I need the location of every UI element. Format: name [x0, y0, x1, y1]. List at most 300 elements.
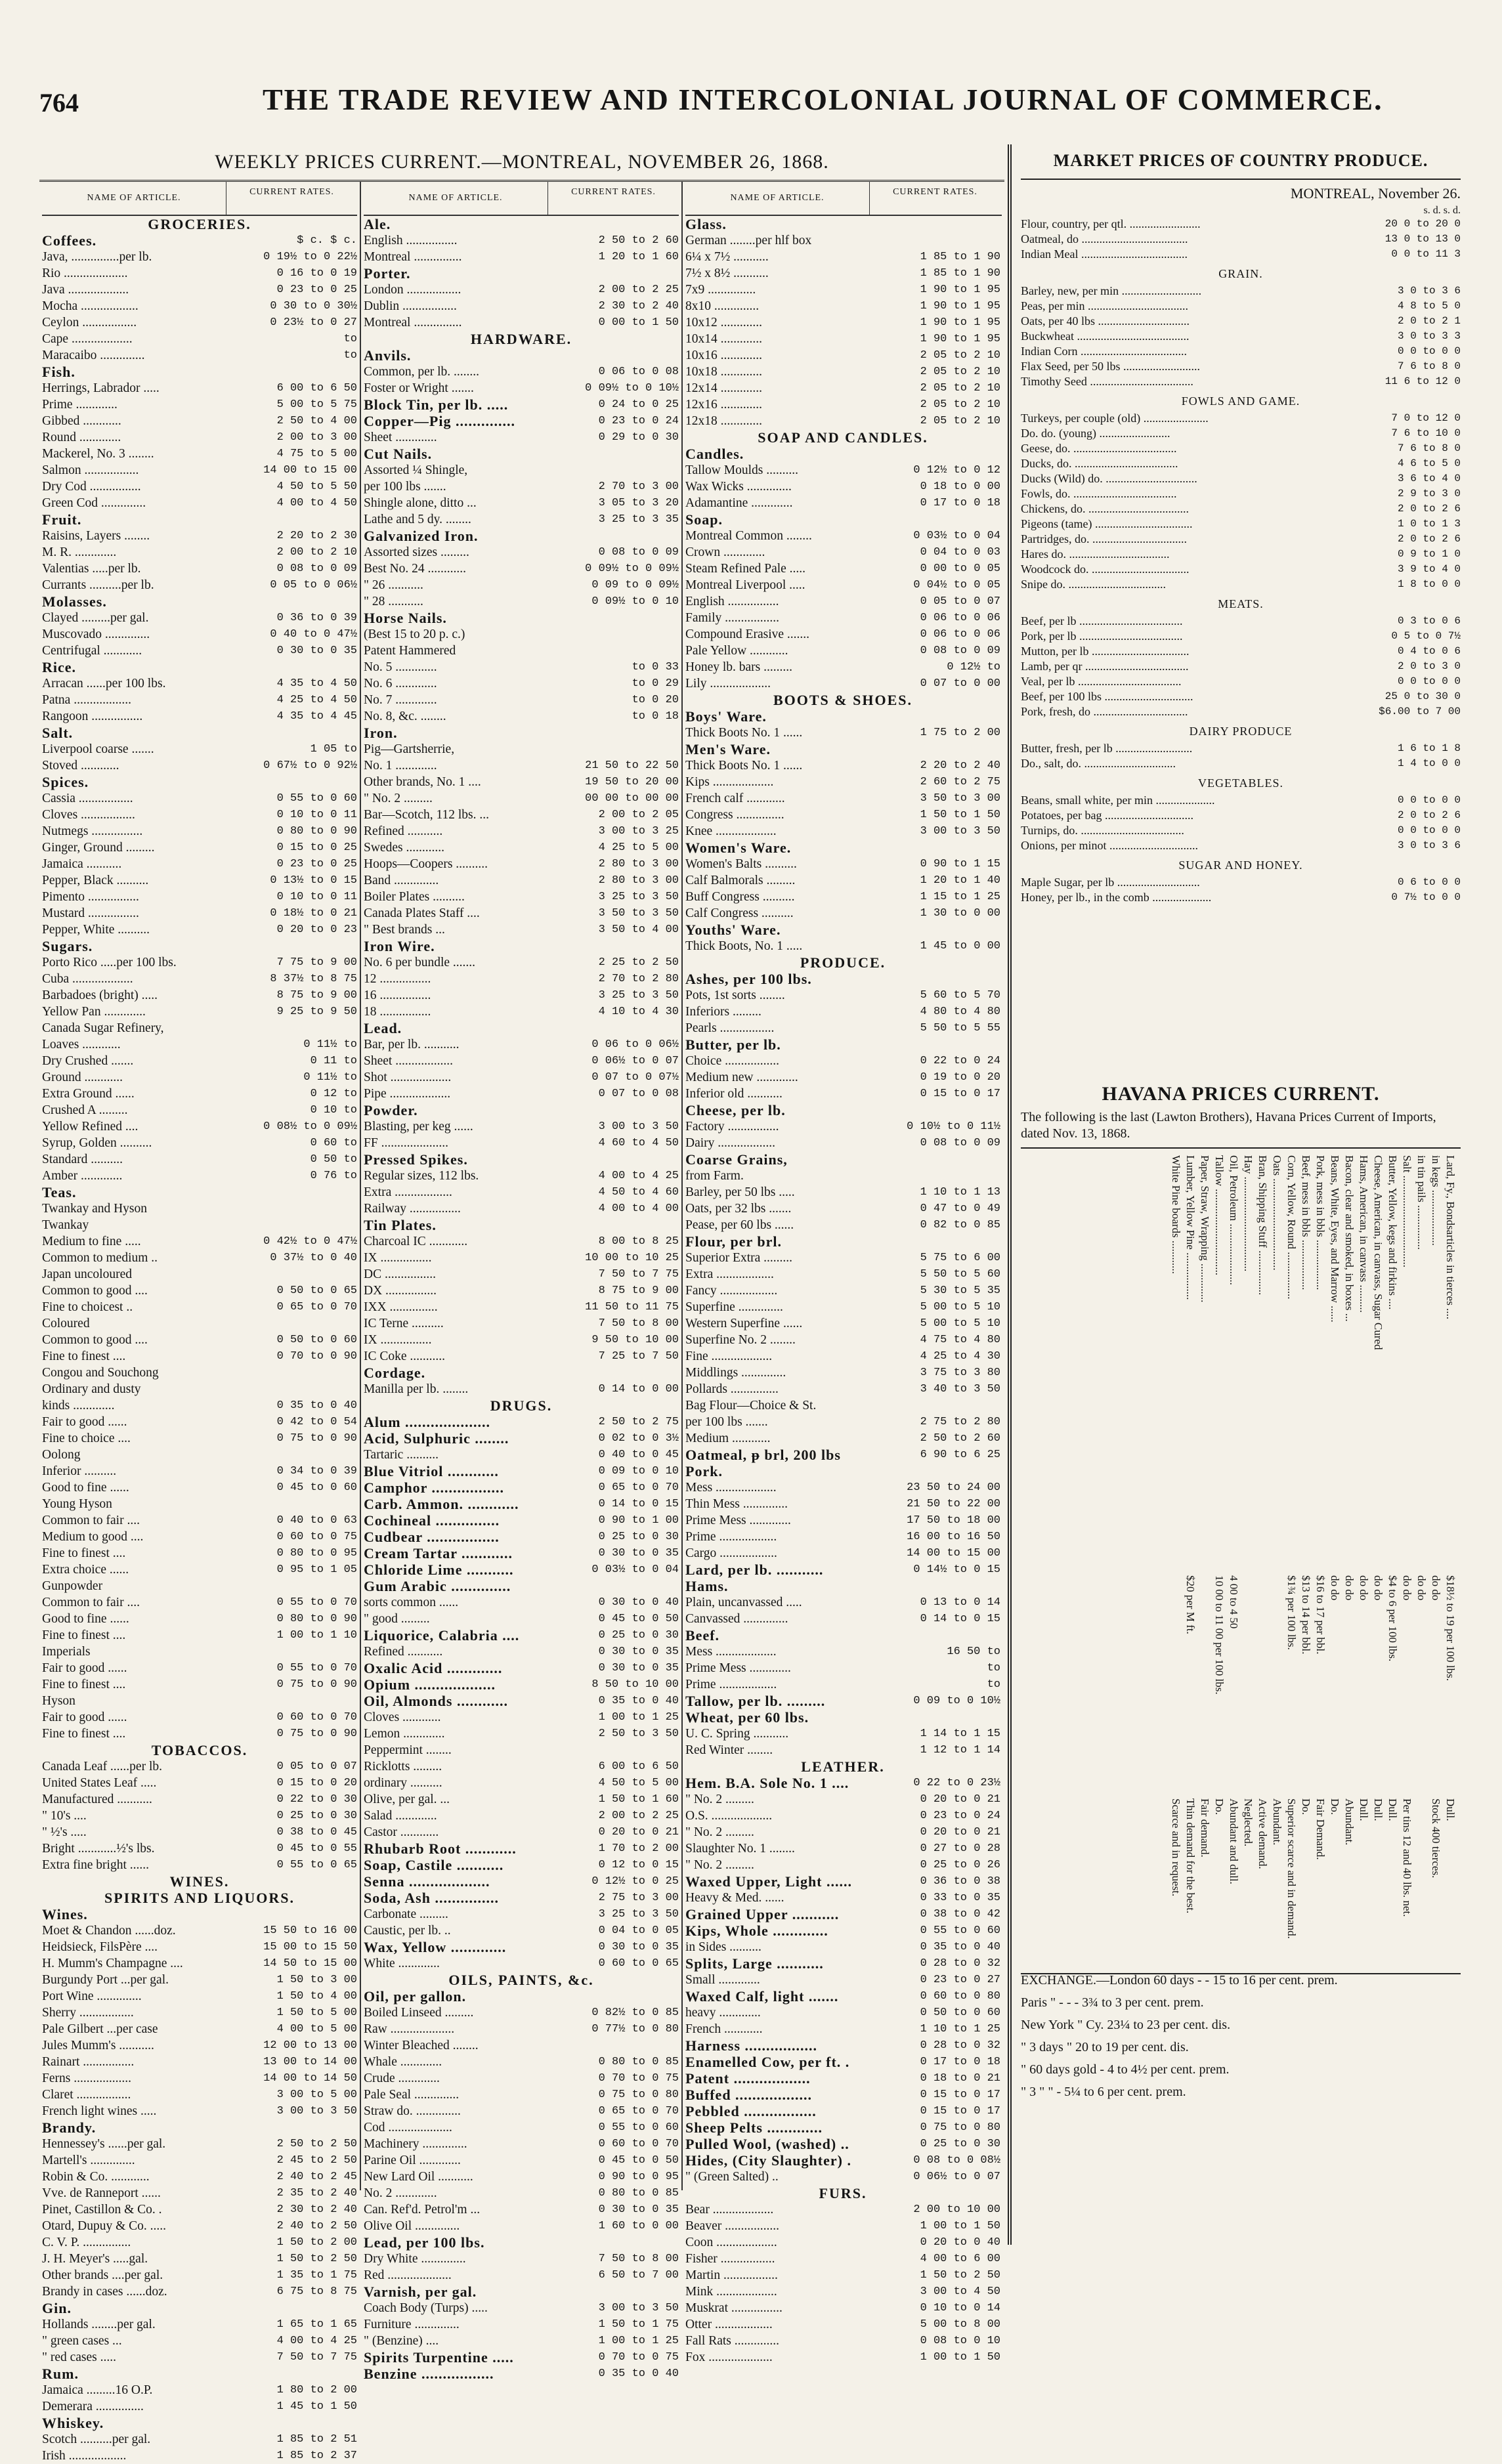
article-name: Rhubarb Root ............	[364, 1840, 517, 1857]
article-rate	[239, 1266, 357, 1283]
article-name: Mackerel, No. 3 ........	[42, 447, 154, 461]
article-rate: 3 00 to 3 50	[276, 2105, 357, 2117]
article-name: Amber .............	[42, 1169, 123, 1183]
article-name: Canvassed ..............	[685, 1612, 788, 1626]
article-name: Coarse Grains,	[685, 1151, 788, 1168]
article-rate: 2 00 to 2 25	[598, 284, 679, 296]
article-rate: 4 00 to 4 25	[598, 1170, 679, 1182]
article-name: Nutmegs ................	[42, 824, 143, 838]
article-rate	[239, 1496, 357, 1512]
article-rate: 16 50 to	[947, 1646, 1000, 1658]
article-name: Rice.	[42, 659, 77, 675]
article-name: Liquorice, Calabria ....	[364, 1627, 520, 1644]
section-row	[42, 774, 357, 790]
section-row	[364, 1840, 679, 1857]
section-row	[364, 2349, 679, 2366]
article-name: Youths' Ware.	[685, 922, 781, 938]
article-name: Salad .............	[364, 1809, 437, 1823]
article-name: Butter, per lb.	[685, 1036, 781, 1053]
currency-header	[1021, 205, 1461, 217]
price-row	[364, 298, 679, 314]
price-row	[42, 1004, 357, 1020]
article-name: Ordinary and dusty	[42, 1382, 141, 1396]
article-name: 10x16 .............	[685, 349, 762, 362]
article-name: No. 5 .............	[364, 660, 437, 674]
article-name: Currants ..........per lb.	[42, 578, 154, 592]
article-name: Teas.	[42, 1184, 77, 1200]
article-name: Pale Yellow ............	[685, 644, 788, 658]
article-name: Hoops—Coopers ..........	[364, 857, 488, 871]
section-row	[685, 2119, 1002, 2136]
produce-price: 2 0 to 2 6	[1397, 809, 1461, 821]
article-name: Syrup, Golden ..........	[42, 1136, 152, 1150]
price-row	[685, 1086, 1002, 1102]
article-name: Railway ................	[364, 1202, 461, 1216]
article-rate: 0 04 to 0 05	[598, 1924, 679, 1937]
article-rate: 2 00 to 10 00	[913, 2203, 1000, 2216]
section-row	[364, 1939, 679, 1955]
havana-commodity: Hay ..................................	[1242, 1155, 1255, 1272]
article-rate: 0 90 to 1 00	[598, 1514, 679, 1527]
price-row	[685, 1053, 1002, 1069]
article-name: New Lard Oil ...........	[364, 2170, 473, 2184]
article-name: Gum Arabic ..............	[364, 1578, 511, 1594]
price-row	[685, 413, 1002, 429]
price-row	[42, 823, 357, 839]
section-row	[364, 1217, 679, 1233]
section-row	[364, 1988, 679, 2005]
article-name: Lard, per lb. ...........	[685, 1561, 824, 1578]
column-header	[364, 182, 679, 216]
article-name: Prime ..................	[685, 1530, 777, 1544]
havana-price: $20 per M ft.	[1184, 1575, 1197, 1634]
price-row	[42, 692, 357, 708]
section-row	[685, 511, 1002, 528]
article-rate: 0 14 to 0 15	[598, 1498, 679, 1510]
market-price-row	[1021, 674, 1461, 689]
article-rate: 6 50 to 7 00	[598, 2269, 679, 2282]
produce-name: Maple Sugar, per lb ............................	[1021, 876, 1200, 889]
article-rate: 13 00 to 14 00	[263, 2056, 357, 2068]
article-rate: 0 04½ to 0 05	[913, 579, 1000, 591]
article-rate: 0 09 to 0 10	[598, 1465, 679, 1477]
article-name: sorts common ......	[364, 1596, 459, 1609]
section-row	[685, 971, 1002, 987]
article-rate	[561, 2037, 679, 2054]
article-rate: 0 04 to 0 03	[920, 546, 1000, 559]
price-row	[42, 446, 357, 462]
price-row	[42, 2087, 357, 2103]
article-rate	[561, 610, 679, 626]
article-rate: 0 80 to 0 90	[276, 1613, 357, 1625]
article-rate	[882, 1578, 1000, 1594]
price-row	[42, 2136, 357, 2152]
article-rate: $ c. $ c.	[297, 234, 357, 247]
market-price-row	[1021, 808, 1461, 823]
article-name: Kips ...................	[685, 775, 774, 789]
article-name: Ginger, Ground .........	[42, 841, 155, 855]
article-rate: 0 09½ to 0 10½	[585, 382, 679, 394]
exchange-row: New York " Cy. 23¼ to 23 per cent. dis.	[1021, 2018, 1231, 2032]
article-name: Beaver .................	[685, 2219, 779, 2233]
article-name: " 26 ...........	[364, 578, 423, 592]
article-name: 8x10 ..............	[685, 299, 760, 313]
havana-price: $16 to 17 per bbl.	[1314, 1575, 1327, 1655]
article-rate: 1 50 to 2 50	[276, 2253, 357, 2265]
article-rate: 0 12½ to	[947, 661, 1000, 673]
section-row	[42, 2366, 357, 2382]
article-name: No. 8, &c. ........	[364, 710, 446, 723]
article-name: Young Hyson	[42, 1497, 112, 1511]
article-rate: 0 18½ to 0 21	[270, 907, 357, 920]
price-row	[42, 1594, 357, 1611]
price-row	[42, 2054, 357, 2070]
produce-name: Turnips, do. ...................................	[1021, 824, 1184, 837]
article-rate: 0 35 to 0 40	[920, 1941, 1000, 1953]
article-name: Raisins, Layers ........	[42, 529, 150, 543]
price-row	[685, 2005, 1002, 2021]
article-name: Coffees.	[42, 232, 97, 249]
price-row	[42, 1463, 357, 1479]
article-name: Robin & Co. ............	[42, 2170, 150, 2184]
section-row	[685, 1036, 1002, 1053]
price-row	[42, 1545, 357, 1561]
article-name: Prime ..................	[685, 1678, 777, 1691]
article-name: IC Coke ...........	[364, 1349, 446, 1363]
article-rate: 0 10 to 0 11	[276, 809, 357, 821]
price-row	[364, 1824, 679, 1840]
article-name: Common, per lb. ........	[364, 365, 480, 379]
price-row	[685, 1742, 1002, 1758]
article-name: Standard ..........	[42, 1153, 123, 1166]
section-row	[685, 2152, 1002, 2169]
havana-commodity: Bacon, clear and smoked, in boxes ...	[1343, 1155, 1356, 1322]
market-price-row	[1021, 614, 1461, 629]
article-rate	[561, 462, 679, 478]
article-rate	[239, 1365, 357, 1381]
havana-table	[1021, 1147, 1461, 1974]
price-row	[364, 1906, 679, 1922]
section-row	[685, 1693, 1002, 1709]
article-name: Molasses.	[42, 593, 107, 610]
price-row	[364, 823, 679, 839]
havana-price: $13 to 14 per bbl.	[1300, 1575, 1312, 1655]
article-rate: 0 75 to 0 80	[598, 2089, 679, 2101]
article-rate: 0 23 to 0 25	[276, 284, 357, 296]
section-row	[685, 2070, 1002, 2087]
article-rate: 0 09½ to 0 10	[591, 595, 679, 608]
article-name: OILS, PAINTS, &c.	[448, 1972, 594, 1988]
article-name: GROCERIES.	[148, 216, 251, 232]
price-row	[42, 1857, 357, 1873]
article-name: Extra ..................	[364, 1185, 452, 1199]
article-rate: 4 00 to 4 25	[276, 2335, 357, 2347]
article-rate	[561, 938, 679, 954]
article-rate: 4 25 to 5 00	[598, 841, 679, 854]
price-row	[42, 249, 357, 265]
produce-price: 7 6 to 8 0	[1397, 360, 1461, 372]
price-row	[685, 1414, 1002, 1430]
article-name: Jamaica ...........	[42, 857, 122, 871]
produce-price: 25 0 to 30 0	[1384, 690, 1461, 702]
havana-commodity: Corn, Yellow, Round .................	[1285, 1155, 1298, 1300]
article-name: Vve. de Ranneport ......	[42, 2186, 161, 2200]
price-row	[364, 741, 679, 757]
article-rate: 0 15 to 0 17	[920, 1088, 1000, 1100]
article-name: Crude .............	[364, 2071, 440, 2085]
article-rate: 10 00 to 10 25	[585, 1252, 679, 1264]
price-row	[42, 1266, 357, 1283]
article-rate: 0 50 to 0 65	[276, 1285, 357, 1297]
article-name: Pork.	[685, 1463, 723, 1479]
price-row	[364, 2136, 679, 2152]
produce-price: 1 0 to 1 3	[1397, 518, 1461, 530]
havana-price: $4 to 6 per 100 lbs.	[1386, 1575, 1399, 1662]
article-rate: 0 45 to 0 50	[598, 2154, 679, 2167]
article-name: Arracan ......per 100 lbs.	[42, 677, 166, 690]
article-name: Wax Wicks ..............	[685, 480, 792, 494]
article-rate: 1 50 to 2 50	[920, 2269, 1000, 2282]
article-name: " 10's ....	[42, 1809, 87, 1823]
price-row	[42, 905, 357, 922]
market-section-heading: MEATS.	[1218, 597, 1264, 610]
section-row	[364, 1479, 679, 1496]
article-name: French calf ............	[685, 792, 785, 805]
section-row	[364, 1545, 679, 1561]
article-rate: 1 00 to 1 25	[598, 2335, 679, 2347]
havana-row	[1414, 1155, 1428, 1969]
article-rate: 4 25 to 4 30	[920, 1350, 1000, 1363]
article-rate: 0 07 to 0 00	[920, 677, 1000, 690]
section-row	[364, 265, 679, 282]
article-name: Oil, Almonds ............	[364, 1693, 508, 1709]
article-name: Pinet, Castillon & Co. .	[42, 2203, 162, 2217]
price-row	[364, 511, 679, 528]
havana-remark: Fair demand.	[1199, 1798, 1211, 1858]
price-row	[42, 2070, 357, 2087]
produce-name: Onions, per minot ..............................	[1021, 839, 1198, 852]
produce-name: Beef, per 100 lbs ..............................	[1021, 690, 1193, 703]
article-name: Sugars.	[42, 938, 93, 954]
article-rate: 0 30 to 0 40	[598, 1596, 679, 1609]
article-name: Pulled Wool, (washed) ..	[685, 2136, 849, 2152]
price-row	[685, 347, 1002, 364]
market-price-row	[1021, 486, 1461, 501]
article-name: Fox ....................	[685, 2350, 773, 2364]
market-section-heading: SUGAR AND HONEY.	[1178, 859, 1303, 872]
havana-commodity: Tallow ...............................	[1213, 1155, 1226, 1275]
price-row	[42, 1627, 357, 1644]
article-name: Bag Flour—Choice & St.	[685, 1399, 817, 1413]
article-name: SPIRITS AND LIQUORS.	[104, 1890, 295, 1906]
article-rate	[239, 593, 357, 610]
havana-price: do do	[1430, 1575, 1442, 1601]
section-row	[685, 1578, 1002, 1594]
article-name: Alum ....................	[364, 1414, 491, 1430]
article-name: Glass.	[685, 216, 727, 232]
article-rate	[882, 922, 1000, 938]
article-name: Beef.	[685, 1627, 720, 1644]
price-row	[685, 495, 1002, 511]
price-row	[42, 347, 357, 364]
article-name: Sherry .................	[42, 2006, 134, 2020]
article-rate: 2 00 to 2 25	[598, 1810, 679, 1822]
article-rate: 21 50 to 22 00	[907, 1498, 1000, 1510]
article-name: Jules Mumm's ...........	[42, 2039, 154, 2052]
article-name: Small .............	[685, 1973, 760, 1987]
article-name: Waxed Upper, Light ......	[685, 1873, 853, 1890]
section-row	[42, 1906, 357, 1922]
section-row	[364, 446, 679, 462]
price-row	[42, 561, 357, 577]
article-name: Muscovado ..............	[42, 627, 150, 641]
article-name: Charcoal IC ............	[364, 1235, 468, 1248]
havana-remark: Fair Demand.	[1314, 1798, 1327, 1860]
article-name: Mustard ................	[42, 906, 139, 920]
article-name: Dry White ..............	[364, 2252, 466, 2266]
price-row	[42, 1365, 357, 1381]
havana-remark: Abundant.	[1343, 1798, 1356, 1846]
market-section-heading: FOWLS AND GAME.	[1181, 394, 1300, 408]
article-rate: 23 50 to 24 00	[907, 1481, 1000, 1494]
havana-commodity: Hams, American, in canvass ..........	[1358, 1155, 1370, 1313]
article-name: Ceylon .................	[42, 316, 137, 329]
price-row	[685, 725, 1002, 741]
article-name: Sheet .............	[364, 431, 437, 444]
havana-commodity: Pork, mess in bbls ..................	[1314, 1155, 1327, 1290]
article-rate: 0 15 to 0 25	[276, 841, 357, 854]
article-rate: 0 76 to	[310, 1170, 357, 1182]
article-name: 7½ x 8½ ...........	[685, 266, 769, 280]
article-rate: 5 75 to 6 00	[920, 1252, 1000, 1264]
article-name: Cassia .................	[42, 792, 133, 805]
article-name: Furniture ..............	[364, 2318, 460, 2331]
price-row	[42, 1168, 357, 1184]
article-name: Salt.	[42, 725, 74, 741]
price-row	[42, 2431, 357, 2448]
market-price-row	[1021, 562, 1461, 577]
havana-commodity: Oil, Petroleum ......................	[1228, 1155, 1240, 1285]
article-name: Thin Mess ..............	[685, 1497, 788, 1511]
article-rate: 0 60 to 0 70	[276, 1711, 357, 1724]
section-row	[364, 413, 679, 429]
article-name: Green Cod ..............	[42, 496, 146, 510]
article-rate	[882, 511, 1000, 528]
price-row	[685, 1315, 1002, 1332]
produce-price: 0 0 to 0 0	[1397, 824, 1461, 836]
category-heading	[42, 1873, 357, 1890]
price-row	[685, 265, 1002, 282]
article-rate: 1 90 to 1 95	[920, 284, 1000, 296]
article-name: heavy .............	[685, 2006, 761, 2020]
article-rate: 3 50 to 3 50	[598, 907, 679, 920]
article-rate: 2 60 to 2 75	[920, 776, 1000, 788]
article-rate: 4 60 to 4 50	[598, 1137, 679, 1149]
havana-remark: Abundant.	[1271, 1798, 1283, 1846]
price-row	[364, 282, 679, 298]
category-heading	[685, 2185, 1002, 2201]
section-row	[364, 1578, 679, 1594]
price-row	[685, 1939, 1002, 1955]
havana-remark: Thin demand for the best.	[1184, 1798, 1197, 1914]
price-row	[42, 2152, 357, 2169]
havana-price	[1270, 1575, 1284, 1798]
article-name: 7x9 ...............	[685, 283, 756, 297]
price-row	[364, 692, 679, 708]
article-rate: 0 09 to 0 10½	[913, 1695, 1000, 1707]
article-rate	[239, 1200, 357, 1217]
article-name: Manilla per lb. ........	[364, 1382, 469, 1396]
price-row	[42, 1808, 357, 1824]
price-row	[42, 1479, 357, 1496]
produce-price: 3 0 to 3 3	[1397, 330, 1461, 342]
price-row	[364, 839, 679, 856]
article-rate: 7 50 to 8 00	[598, 2253, 679, 2265]
article-name: Scotch ..........per gal.	[42, 2432, 151, 2446]
article-name: " No. 2 .........	[685, 1793, 754, 1806]
article-rate: 0 30 to 0 30½	[270, 300, 357, 312]
article-name: " red cases .....	[42, 2350, 117, 2364]
article-rate: 3 00 to 3 50	[598, 2302, 679, 2314]
article-name: " good .........	[364, 1612, 430, 1626]
market-price-row	[1021, 359, 1461, 374]
produce-name: Ducks, do. ...................................	[1021, 457, 1178, 470]
article-name: Fine to choice ....	[42, 1432, 131, 1445]
article-name: Enamelled Cow, per ft. .	[685, 2054, 850, 2070]
article-name: Fine to finest ....	[42, 1628, 126, 1642]
article-name: Otard, Dupuy & Co. .....	[42, 2219, 167, 2233]
price-row	[364, 2021, 679, 2037]
article-name: Porto Rico .....per 100 lbs.	[42, 956, 177, 969]
article-rate	[561, 2234, 679, 2251]
article-name: Irish ..................	[42, 2449, 127, 2463]
section-row	[685, 741, 1002, 757]
article-rate: 0 14½ to 0 15	[913, 1563, 1000, 1576]
article-rate: 0 15 to 0 17	[920, 2105, 1000, 2117]
price-row	[685, 2169, 1002, 2185]
article-rate: 1 05 to	[310, 743, 357, 755]
article-rate: 0 09½ to 0 09½	[585, 563, 679, 575]
article-name: Superior Extra .........	[685, 1251, 793, 1265]
article-rate: 0 20 to 0 40	[920, 2236, 1000, 2249]
section-row	[364, 1890, 679, 1906]
article-rate: 5 00 to 5 10	[920, 1317, 1000, 1330]
article-rate: 2 40 to 2 45	[276, 2171, 357, 2183]
article-rate: 1 00 to 1 25	[598, 1711, 679, 1724]
price-row	[42, 2103, 357, 2119]
produce-price: 0 0 to 0 0	[1397, 794, 1461, 806]
article-name: in Sides ..........	[685, 1940, 762, 1954]
article-name: Round .............	[42, 431, 121, 444]
article-name: Barbadoes (bright) .....	[42, 988, 158, 1002]
article-rate: 0 28 to 0 32	[920, 2039, 1000, 2052]
article-name: Twankay	[42, 1218, 89, 1232]
article-rate	[882, 232, 1000, 249]
produce-price: 0 3 to 0 6	[1397, 615, 1461, 627]
article-rate: 14 00 to 14 50	[263, 2072, 357, 2085]
price-row	[364, 1004, 679, 1020]
article-rate: 0 75 to 0 80	[920, 2121, 1000, 2134]
price-row	[42, 1758, 357, 1775]
price-row	[364, 922, 679, 938]
category-heading	[364, 1972, 679, 1988]
price-row	[685, 1840, 1002, 1857]
price-row	[364, 2267, 679, 2283]
article-rate: 4 50 to 5 50	[276, 480, 357, 493]
price-row	[685, 659, 1002, 675]
havana-price: do do	[1329, 1575, 1341, 1601]
price-row	[42, 1200, 357, 1217]
